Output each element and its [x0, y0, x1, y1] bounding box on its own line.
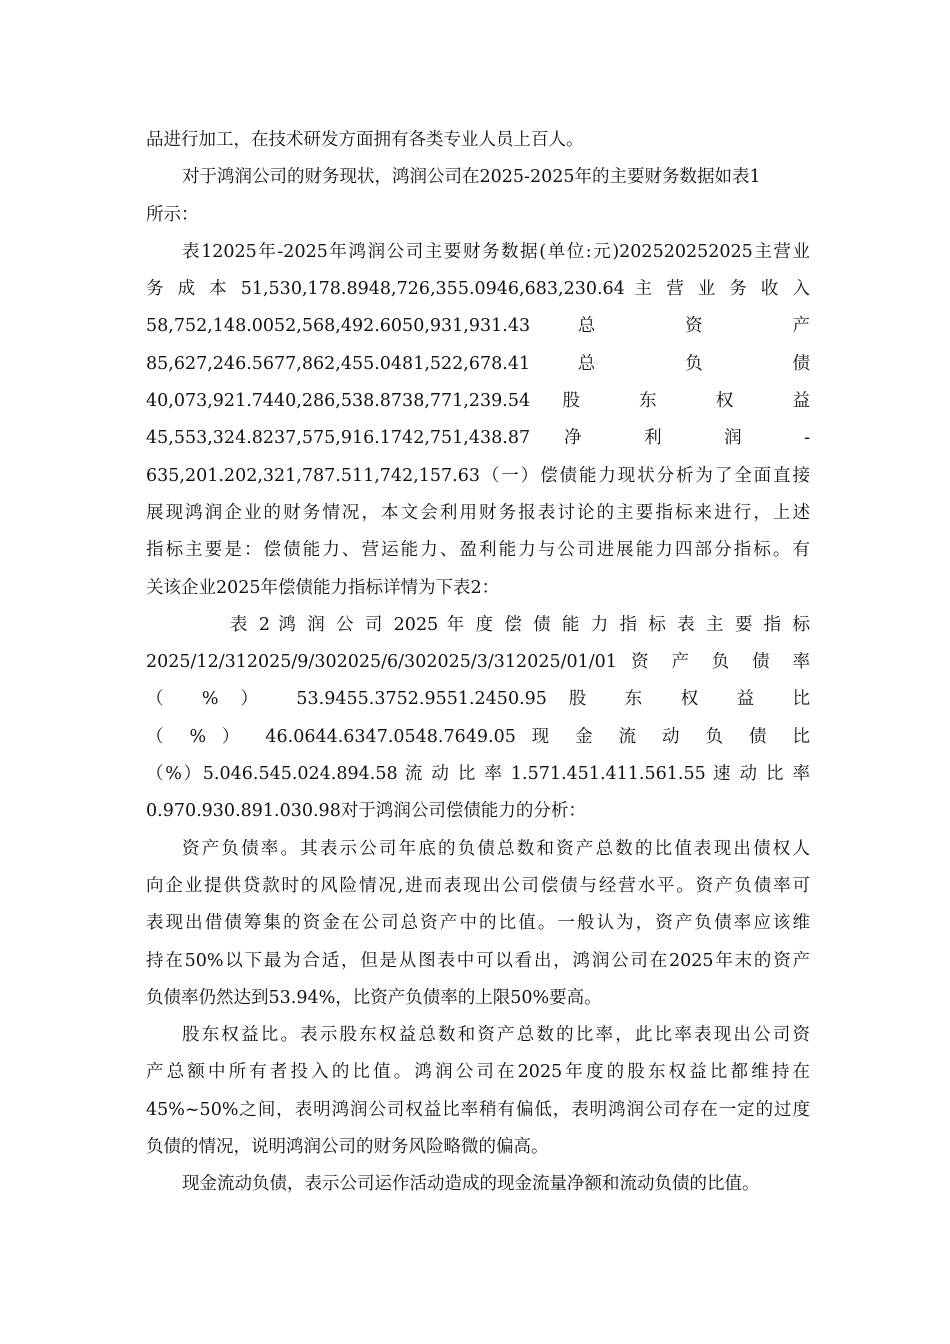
table-2-row: （%）5.046.545.024.894.58 流 动 比 率 1.571.451.411.561.55 速 动 比 率 [146, 764, 810, 785]
text-line: 0.970.930.891.030.98对于鸿润公司偿债能力的分析： [146, 801, 586, 822]
text-line: 向企业提供贷款时的风险情况,进而表现出公司偿债与经营水平。资产负债率可 [146, 875, 810, 896]
table-1-row: 85,627,246.5677,862,455.0481,522,678.41 总 负 债 [146, 353, 810, 374]
text-line: 635,201.202,321,787.511,742,157.63（一）偿债能力现状分析为了全面直接 [146, 465, 810, 486]
document-body [146, 122, 810, 1204]
text-line: 表现出借债筹集的资金在公司总资产中的比值。一般认为，资产负债率应该维 [146, 913, 810, 934]
text-line: 负债率仍然达到53.94%，比资产负债率的上限50%要高。 [146, 987, 602, 1008]
text-line: 指标主要是：偿债能力、营运能力、盈利能力与公司进展能力四部分指标。有 [146, 540, 810, 561]
table-1-row: 45,553,324.8237,575,916.1742,751,438.87 净 利 润 - [146, 428, 810, 449]
table-1-row: 务 成 本 51,530,178.8948,726,355.0946,683,230.64 主 营 业 务 收 入 [146, 279, 810, 300]
text-line: 股东权益比。表示股东权益总数和资产总数的比率，此比率表现出公司资 [182, 1025, 810, 1046]
text-line: 关该企业2025年偿债能力指标详情为下表2： [146, 577, 500, 598]
table-2-caption: 表 2 鸿 润 公 司 2025 年 度 偿 债 能 力 指 标 表 主 要 指 标 [230, 614, 810, 635]
text-line: 品进行加工，在技术研发方面拥有各类专业人员上百人。 [146, 130, 584, 150]
text-line: 对于鸿润公司的财务现状，鸿润公司在2025-2025年的主要财务数据如表1 [182, 167, 761, 188]
text-line: 现金流动负债，表示公司运作活动造成的现金流量净额和流动负债的比值。 [182, 1174, 760, 1195]
text-line: 资产负债率。其表示公司年底的负债总数和资产总数的比值表现出债权人 [182, 838, 810, 859]
table-1-caption: 表12025年-2025年鸿润公司主要财务数据(单位:元)202520252025主营业 [182, 241, 810, 262]
text-line: 45%~50%之间，表明鸿润公司权益比率稍有偏低，表明鸿润公司存在一定的过度 [146, 1099, 810, 1120]
text-line: 负债的情况，说明鸿润公司的财务风险略微的偏高。 [146, 1137, 549, 1158]
table-1-row: 58,752,148.0052,568,492.6050,931,931.43 总 资 产 [146, 316, 810, 337]
table-2-row: （ % ） 53.9455.3752.9551.2450.95 股 东 权 益 比 [146, 689, 810, 710]
table-1-row: 40,073,921.7440,286,538.8738,771,239.54 股 东 权 益 [146, 391, 810, 412]
table-2-row: 2025/12/312025/9/302025/6/302025/3/312025/01/01 资 产 负 债 率 [146, 652, 810, 673]
text-line: 所示： [146, 204, 199, 225]
text-line: 产总额中所有者投入的比值。鸿润公司在2025年度的股东权益比都维持在 [146, 1062, 810, 1083]
text-line: 展现鸿润企业的财务情况，本文会利用财务报表讨论的主要指标来进行，上述 [146, 502, 810, 523]
table-2-row: （ % ） 46.0644.6347.0548.7649.05 现 金 流 动 负 债 比 [146, 726, 810, 747]
text-line: 持在50%以下最为合适，但是从图表中可以看出，鸿润公司在2025年末的资产 [146, 950, 810, 971]
